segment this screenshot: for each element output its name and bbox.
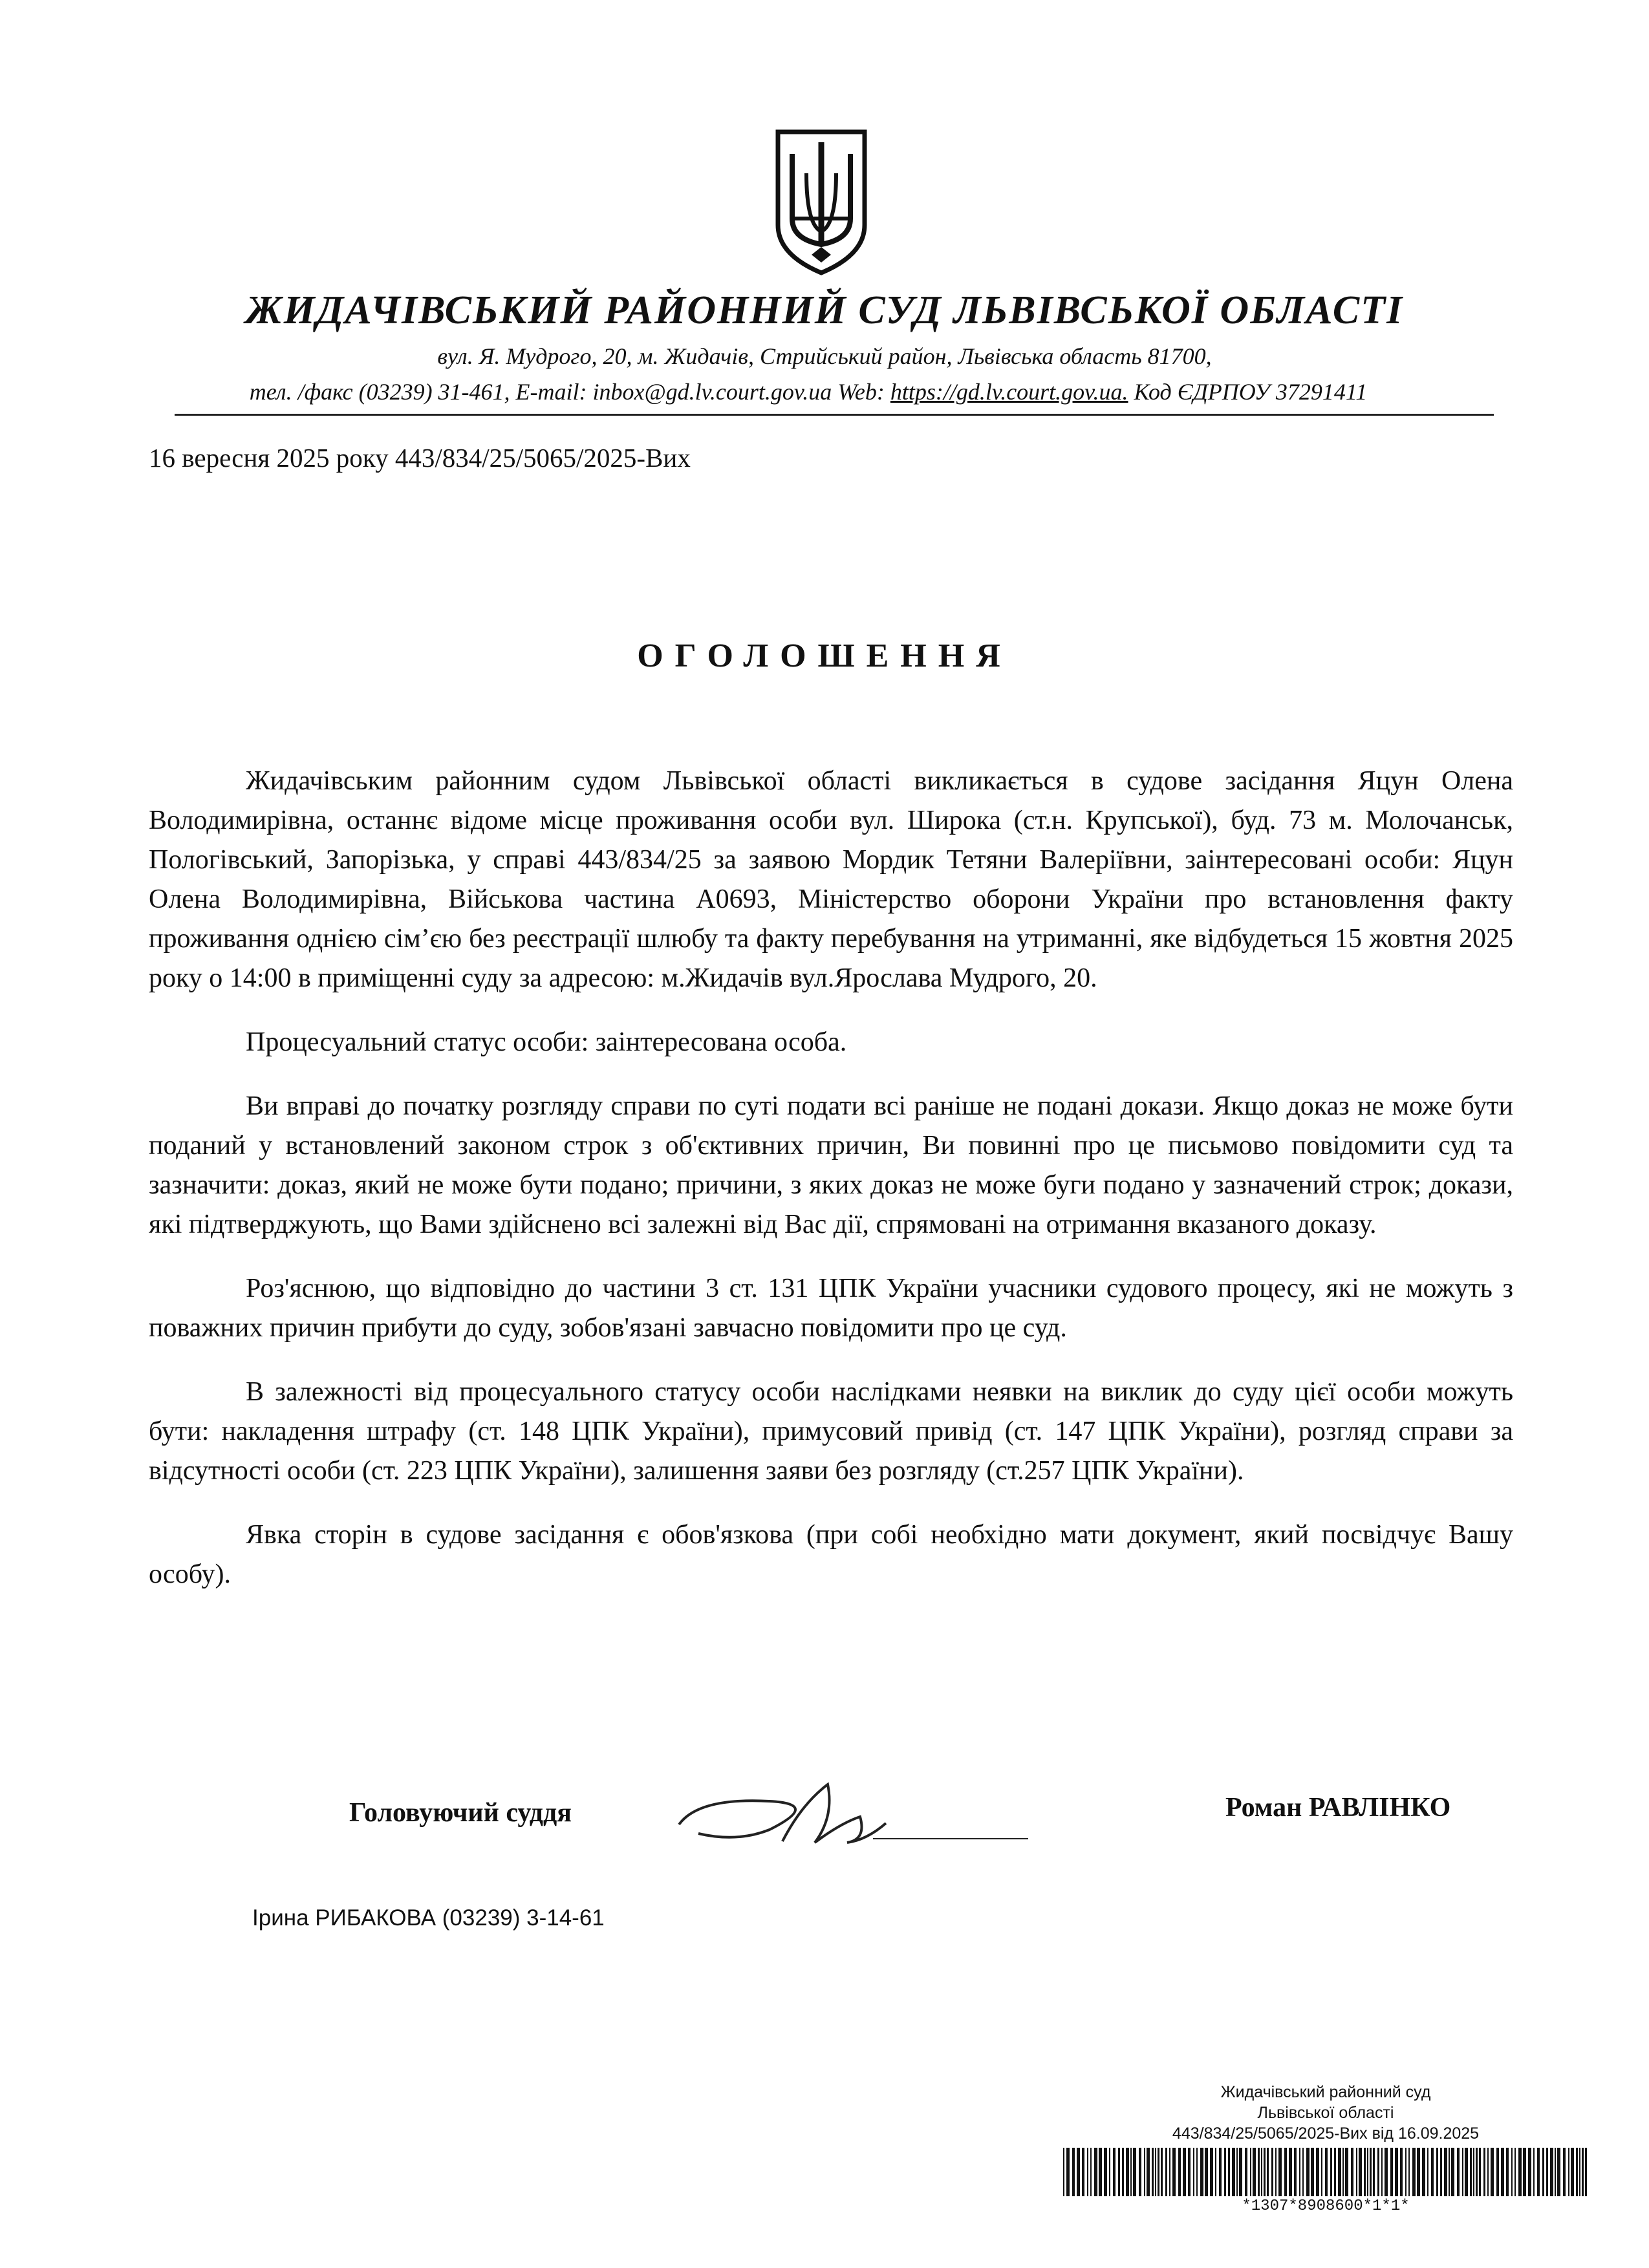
- barcode-bar: [1066, 2148, 1070, 2196]
- court-name: ЖИДАЧІВСЬКИЙ РАЙОННИЙ СУД ЛЬВІВСЬКОЇ ОБЛАСТІ: [245, 288, 1404, 332]
- signatory-name: Роман РАВЛІНКО: [1225, 1793, 1451, 1823]
- court-website-link[interactable]: https://gd.lv.court.gov.ua.: [890, 379, 1128, 405]
- paragraph-absence-notice: Роз'яснюю, що відповідно до частини 3 ст. 131 ЦПК України учасники судового процесу, які не можуть з поважних причин прибути до суду, зобов'язані завчасно повідомити про це суд.: [149, 1274, 1513, 1343]
- barcode-bar: [1210, 2148, 1213, 2196]
- barcode-bar: [1264, 2148, 1266, 2196]
- barcode-bar: [1165, 2148, 1167, 2196]
- barcode-bar: [1514, 2148, 1516, 2196]
- barcode-bar: [1205, 2148, 1208, 2196]
- barcode-bar: [1144, 2148, 1145, 2196]
- barcode-bar: [1271, 2148, 1273, 2196]
- barcode-bar: [1550, 2148, 1553, 2196]
- barcode-bar: [1367, 2148, 1368, 2196]
- barcode-bar: [1440, 2148, 1442, 2196]
- stamp-region: Львівської області: [1257, 2104, 1394, 2122]
- barcode-bar: [1193, 2148, 1194, 2196]
- signatory-role: Головуючий суддя: [349, 1798, 572, 1828]
- barcode-bar: [1338, 2148, 1341, 2196]
- paragraph-evidence: Ви вправі до початку розгляду справи по суті подати всі раніше не подані докази. Якщо доказ не може бути поданий у встановлений законом строк з об'єктивних причин, Ви повинні про це письмово повідомити суд та зазначити: доказ, який не може бути подано; причини, з яких доказ не може буги подано у зазначений строк; докази, які підтверджують, що Вами здійснено всі залежні від Вас дії, спрямовані на отримання вказаного доказу.: [149, 1091, 1513, 1239]
- barcode-bar: [1400, 2148, 1403, 2196]
- paragraph-consequences: В залежності від процесуального статусу особи наслідками неявки на виклик до суду цієї особи можуть бути: накладення штрафу (ст. 148 ЦПК України), примусовий привід (ст. 147 ЦПК України), розгляд справи за відсутності особи (ст. 223 ЦПК України), залишення заяви без розгляду (ст.257 ЦПК України).: [149, 1377, 1513, 1486]
- barcode-bar: [1161, 2148, 1163, 2196]
- stamp-court-name: Жидачівський районний суд: [1220, 2083, 1431, 2101]
- barcode-bar: [1072, 2148, 1075, 2196]
- barcode-bar: [1579, 2148, 1580, 2196]
- barcode-bar: [1178, 2148, 1181, 2196]
- barcode-bar: [1284, 2148, 1287, 2196]
- barcode-bar: [1473, 2148, 1474, 2196]
- barcode-bar: [1294, 2148, 1297, 2196]
- barcode-bar: [1417, 2148, 1420, 2196]
- barcode-bar: [1239, 2148, 1242, 2196]
- signature-block: [0, 1778, 1649, 1862]
- barcode-bar: [1169, 2148, 1170, 2196]
- barcode-bar: [1476, 2148, 1478, 2196]
- barcode-bar: [1546, 2148, 1548, 2196]
- barcode-bar: [1253, 2148, 1256, 2196]
- ukraine-trident-icon: [773, 128, 870, 277]
- barcode-bar: [1427, 2148, 1428, 2196]
- barcode-bar: [1316, 2148, 1319, 2196]
- barcode-bar: [1537, 2148, 1540, 2196]
- barcode-bar: [1359, 2148, 1362, 2196]
- notice-body: [149, 762, 1513, 1619]
- barcode-bar: [1370, 2148, 1372, 2196]
- barcode-bar: [1465, 2148, 1468, 2196]
- registration-stamp: [1061, 2082, 1591, 2217]
- barcode-bar: [1289, 2148, 1292, 2196]
- barcode: [1061, 2148, 1591, 2196]
- barcode-bar: [1356, 2148, 1357, 2196]
- stamp-reg-number: 443/834/25/5065/2025-Вих від 16.09.2025: [1172, 2124, 1480, 2143]
- barcode-bar: [1449, 2148, 1450, 2196]
- barcode-bar: [1345, 2148, 1348, 2196]
- barcode-bar: [1444, 2148, 1447, 2196]
- barcode-bar: [1109, 2148, 1110, 2196]
- barcode-bar: [1188, 2148, 1191, 2196]
- barcode-bar: [1172, 2148, 1176, 2196]
- barcode-bar: [1483, 2148, 1485, 2196]
- barcode-bar: [1118, 2148, 1120, 2196]
- barcode-bar: [1250, 2148, 1251, 2196]
- barcode-bar: [1390, 2148, 1393, 2196]
- barcode-bar: [1126, 2148, 1129, 2196]
- barcode-bar: [1224, 2148, 1226, 2196]
- edrpou-code: Код ЄДРПОУ 37291411: [1128, 379, 1368, 405]
- date-and-outgoing-number: 16 вересня 2025 року 443/834/25/5065/2025-Вих: [149, 443, 691, 473]
- barcode-bar: [1275, 2148, 1277, 2196]
- barcode-bar: [1245, 2148, 1247, 2196]
- barcode-bar: [1557, 2148, 1560, 2196]
- court-contacts: [116, 378, 1500, 405]
- barcode-bar: [1302, 2148, 1304, 2196]
- paragraph-summons: Жидачівським районним судом Львівської області викликається в судове засідання Яцун Олена Володимирівна, останнє відоме місце проживання особи вул. Широка (ст.н. Крупської), буд. 73 м. Молочанськ, Пологівський, Запорізька, у справі 443/834/25 за заявою Мордик Тетяни Валеріївни, заінтересовані особи: Яцун Олена Володимирівна, Військова частина А0693, Міністерство оборони України про встановлення факту проживання однією сімʼєю без реєстрації шлюбу та факту перебування на утриманні, яке відбудеться 15 жовтня 2025 року о 14:00 в приміщенні суду за адресою: м.Жидачів вул.Ярослава Мудрого, 20.: [149, 766, 1513, 993]
- barcode-bar: [1487, 2148, 1489, 2196]
- barcode-bar: [1152, 2148, 1154, 2196]
- barcode-bar: [1501, 2148, 1504, 2196]
- barcode-bar: [1306, 2148, 1310, 2196]
- barcode-bar: [1321, 2148, 1322, 2196]
- barcode-bar: [1422, 2148, 1425, 2196]
- barcode-bar: [1311, 2148, 1314, 2196]
- barcode-bar: [1412, 2148, 1416, 2196]
- barcode-bar: [1364, 2148, 1366, 2196]
- barcode-bar: [1325, 2148, 1328, 2196]
- barcode-bar: [1087, 2148, 1088, 2196]
- barcode-bar: [1496, 2148, 1499, 2196]
- barcode-bar: [1385, 2148, 1388, 2196]
- barcode-bar: [1278, 2148, 1282, 2196]
- barcode-bar: [1077, 2148, 1080, 2196]
- barcode-bar: [1130, 2148, 1132, 2196]
- barcode-text: *1307*8908600*1*1*: [1242, 2198, 1410, 2215]
- barcode-bar: [1555, 2148, 1556, 2196]
- barcode-bar: [1063, 2148, 1064, 2196]
- barcode-bar: [1104, 2148, 1107, 2196]
- barcode-bar: [1334, 2148, 1336, 2196]
- barcode-bar: [1236, 2148, 1238, 2196]
- paragraph-status: Процесуальний статус особи: заінтересована особа.: [246, 1027, 847, 1057]
- handwritten-signature: [673, 1778, 1035, 1856]
- barcode-bar: [1094, 2148, 1097, 2196]
- barcode-bar: [1457, 2148, 1460, 2196]
- barcode-bar: [1528, 2148, 1531, 2196]
- barcode-bar: [1261, 2148, 1262, 2196]
- barcode-bar: [1122, 2148, 1124, 2196]
- barcode-bar: [1133, 2148, 1136, 2196]
- barcode-bar: [1479, 2148, 1481, 2196]
- barcode-bar: [1299, 2148, 1300, 2196]
- barcode-bar: [1351, 2148, 1353, 2196]
- barcode-bar: [1147, 2148, 1150, 2196]
- barcode-bar: [1563, 2148, 1566, 2196]
- barcode-bar: [1377, 2148, 1379, 2196]
- barcode-bar: [1381, 2148, 1383, 2196]
- barcode-bar: [1533, 2148, 1535, 2196]
- barcode-bar: [1267, 2148, 1269, 2196]
- barcode-bar: [1155, 2148, 1156, 2196]
- barcode-bar: [1408, 2148, 1410, 2196]
- barcode-bar: [1431, 2148, 1434, 2196]
- barcode-bar: [1232, 2148, 1235, 2196]
- barcode-bar: [1082, 2148, 1084, 2196]
- barcode-bar: [1518, 2148, 1522, 2196]
- barcode-bar: [1200, 2148, 1203, 2196]
- contacts-text: тел. /факс (03239) 31-461, E-mail: inbox@gd.lv.court.gov.ua Web:: [249, 379, 890, 405]
- barcode-bar: [1228, 2148, 1230, 2196]
- barcode-bar: [1099, 2148, 1102, 2196]
- barcode-bar: [1258, 2148, 1260, 2196]
- barcode-bar: [1183, 2148, 1186, 2196]
- barcode-bar: [1395, 2148, 1398, 2196]
- barcode-bar: [1373, 2148, 1375, 2196]
- barcode-bar: [1330, 2148, 1332, 2196]
- barcode-bar: [1585, 2148, 1587, 2196]
- barcode-bar: [1113, 2148, 1116, 2196]
- document-title: ОГОЛОШЕННЯ: [637, 637, 1012, 674]
- barcode-bar: [1342, 2148, 1344, 2196]
- barcode-bar: [1139, 2148, 1141, 2196]
- barcode-bar: [1571, 2148, 1574, 2196]
- paragraph-attendance: Явка сторін в судове засідання є обов'язкова (при собі необхідно мати документ, який посвідчує Вашу особу).: [149, 1520, 1513, 1589]
- barcode-bar: [1219, 2148, 1222, 2196]
- barcode-bar: [1196, 2148, 1198, 2196]
- barcode-bar: [1568, 2148, 1569, 2196]
- barcode-bar: [1511, 2148, 1513, 2196]
- barcode-bar: [1542, 2148, 1544, 2196]
- barcode-bar: [1405, 2148, 1406, 2196]
- barcode-bar: [1436, 2148, 1438, 2196]
- barcode-bar: [1462, 2148, 1463, 2196]
- barcode-bar: [1523, 2148, 1526, 2196]
- barcode-bar: [1576, 2148, 1578, 2196]
- header-divider: [175, 414, 1494, 416]
- barcode-bar: [1090, 2148, 1092, 2196]
- barcode-bar: [1158, 2148, 1159, 2196]
- barcode-bar: [1215, 2148, 1216, 2196]
- barcode-bar: [1470, 2148, 1472, 2196]
- barcode-bar: [1451, 2148, 1454, 2196]
- barcode-bar: [1582, 2148, 1584, 2196]
- barcode-bar: [1491, 2148, 1494, 2196]
- executor-contact: Ірина РИБАКОВА (03239) 3-14-61: [252, 1905, 605, 1931]
- court-address: вул. Я. Мудрого, 20, м. Жидачів, Стрийський район, Львівська область 81700,: [437, 343, 1212, 369]
- barcode-bar: [1506, 2148, 1509, 2196]
